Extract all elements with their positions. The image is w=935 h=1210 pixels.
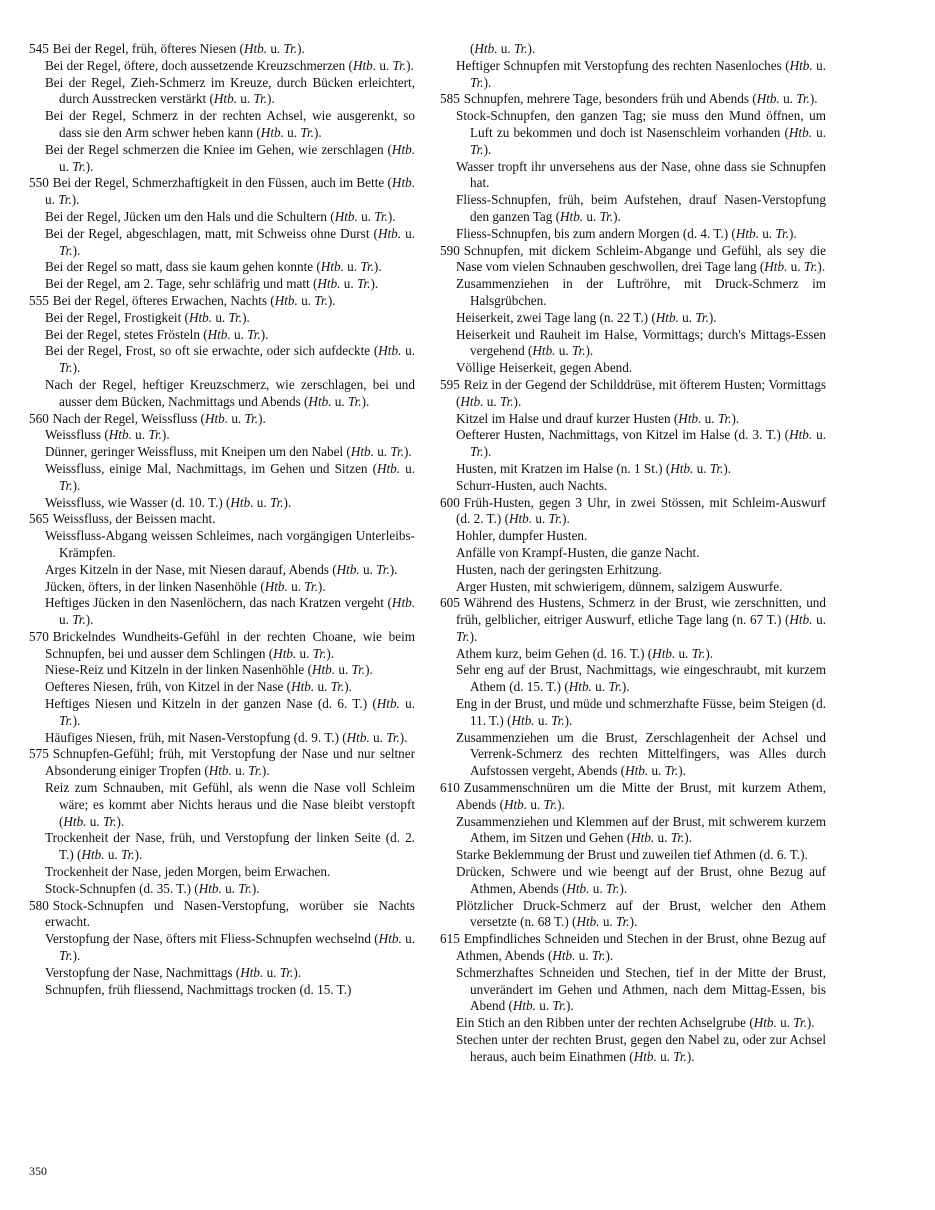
entry-number: 610 xyxy=(440,780,460,796)
symptom-entry: Heftiger Schnupfen mit Verstopfung des rechten Nasenloches (Htb. u. Tr.). xyxy=(456,57,826,90)
entry-number: 600 xyxy=(440,494,460,510)
symptom-entry: Schnupfen, früh fliessend, Nachmittags trocken (d. 15. T.) xyxy=(45,981,352,997)
symptom-entry: Bei der Regel, am 2. Tage, sehr schläfrig und matt (Htb. u. Tr.). xyxy=(45,276,379,292)
numbered-entry xyxy=(29,511,415,528)
symptom-entry: Heftiges Niesen und Kitzeln in der ganzen Nase (d. 6. T.) (Htb. u. Tr.). xyxy=(45,696,416,728)
symptom-entry: Zusammenziehen in der Luftröhre, mit Druck-Schmerz im Halsgrübchen. xyxy=(456,276,826,308)
entry-number: 545 xyxy=(29,41,49,56)
entry-text: Reiz in der Gegend der Schilddrüse, mit öfterem Husten; Vormittags (Htb. u. Tr.). xyxy=(456,376,826,409)
entry-text: Nach der Regel, Weissfluss (Htb. u. Tr.). xyxy=(52,410,266,426)
numbered-entry xyxy=(440,91,826,108)
entry-number: 615 xyxy=(440,931,460,947)
numbered-entry xyxy=(29,293,415,310)
symptom-entry: Weissfluss, einige Mal, Nachmittags, im Gehen und Sitzen (Htb. u. Tr.). xyxy=(45,460,416,493)
right-column xyxy=(440,41,826,1066)
symptom-entry: Husten, nach der geringsten Erhitzung. xyxy=(456,561,662,577)
numbered-entry xyxy=(440,595,826,645)
entry-number: 560 xyxy=(29,410,49,426)
symptom-entry: Bei der Regel, Jücken um den Hals und die Schultern (Htb. u. Tr.). xyxy=(45,208,396,224)
symptom-entry: Dünner, geringer Weissfluss, mit Kneipen um den Nabel (Htb. u. Tr.). xyxy=(45,444,412,460)
entry-text: Schnupfen-Gefühl; früh, mit Verstopfung der Nase und nur seltner Absonderung einiger Tropfen (Htb. u. Tr.). xyxy=(45,746,415,779)
symptom-entry: Heiserkeit und Rauheit im Halse, Vormittags; durch's Mittags-Essen vergehend (Htb. u. Tr.). xyxy=(456,326,826,359)
symptom-entry: Sehr eng auf der Brust, Nachmittags, wie eingeschraubt, mit kurzem Athem (d. 15. T.) (Htb. u. Tr.). xyxy=(456,662,826,695)
symptom-entry: Starke Beklemmung der Brust und zuweilen tief Athmen (d. 6. T.). xyxy=(456,847,808,863)
symptom-entry: Schmerzhaftes Schneiden und Stechen, tief in der Mitte der Brust, unverändert im Gehen und Athmen, nach dem Mittag-Essen, bis Abend (Htb. u. Tr.). xyxy=(456,964,826,1014)
symptom-entry: Bei der Regel, Frost, so oft sie erwachte, oder sich aufdeckte (Htb. u. Tr.). xyxy=(45,343,415,376)
numbered-entry xyxy=(29,175,415,209)
entry-number: 555 xyxy=(29,292,49,308)
entry-text: Früh-Husten, gegen 3 Uhr, in zwei Stössen, mit Schleim-Auswurf (d. 2. T.) (Htb. u. Tr.). xyxy=(456,494,826,527)
symptom-entry: Kitzel im Halse und drauf kurzer Husten (Htb. u. Tr.). xyxy=(456,410,740,426)
symptom-entry: Arges Kitzeln in der Nase, mit Niesen darauf, Abends (Htb. u. Tr.). xyxy=(45,561,398,577)
symptom-entry: Niese-Reiz und Kitzeln in der linken Nasenhöhle (Htb. u. Tr.). xyxy=(45,662,373,678)
entry-number: 595 xyxy=(440,376,460,392)
entry-number: 580 xyxy=(29,897,49,913)
symptom-entry: Bei der Regel so matt, dass sie kaum gehen konnte (Htb. u. Tr.). xyxy=(45,259,382,275)
entry-number: 575 xyxy=(29,746,49,762)
symptom-entry: Schurr-Husten, auch Nachts. xyxy=(456,477,608,493)
numbered-entry xyxy=(440,780,826,814)
numbered-entry xyxy=(440,377,826,411)
symptom-entry: Hohler, dumpfer Husten. xyxy=(456,528,588,544)
symptom-entry: Reiz zum Schnauben, mit Gefühl, als wenn die Nase voll Schleim wäre; es kommt aber Nichts heraus und die Nase bleibt verstopft (Htb. u. Tr.). xyxy=(45,780,415,829)
entry-text: Schnupfen, mehrere Tage, besonders früh und Abends (Htb. u. Tr.). xyxy=(463,91,818,107)
numbered-entry xyxy=(29,898,415,932)
entry-text: Während des Hustens, Schmerz in der Brust, wie zerschnitten, und früh, gelblicher, eitriger Auswurf, etliche Tage lang (n. 67 T.) (Htb. u. Tr.). xyxy=(456,595,826,644)
symptom-entry: Bei der Regel, stetes Frösteln (Htb. u. Tr.). xyxy=(45,326,269,342)
numbered-entry xyxy=(440,931,826,965)
numbered-entry xyxy=(29,411,415,428)
symptom-entry: Verstopfung der Nase, öfters mit Fliess-Schnupfen wechselnd (Htb. u. Tr.). xyxy=(45,931,415,964)
numbered-entry xyxy=(29,746,415,780)
entry-number: 565 xyxy=(29,511,49,527)
entry-text: Empfindliches Schneiden und Stechen in der Brust, ohne Bezug auf Athmen, Abends (Htb. u. Tr.). xyxy=(456,931,826,964)
entry-number: 585 xyxy=(440,91,460,107)
symptom-entry: Heftiges Jücken in den Nasenlöchern, das nach Kratzen vergeht (Htb. u. Tr.). xyxy=(45,595,415,628)
left-column xyxy=(29,41,415,998)
symptom-entry: Husten, mit Kratzen im Halse (n. 1 St.) (Htb. u. Tr.). xyxy=(456,460,732,476)
symptom-entry: Arger Husten, mit schwierigem, dünnem, salzigem Auswurfe. xyxy=(456,578,783,594)
symptom-entry: Bei der Regel schmerzen die Kniee im Gehen, wie zerschlagen (Htb. u. Tr.). xyxy=(45,141,415,174)
symptom-entry: Bei der Regel, öftere, doch aussetzende Kreuzschmerzen (Htb. u. Tr.). xyxy=(45,57,414,73)
symptom-entry: Bei der Regel, Schmerz in der rechten Achsel, wie ausgerenkt, so dass sie den Arm schwer heben kann (Htb. u. Tr.). xyxy=(45,108,415,140)
symptom-entry: Bei der Regel, Frostigkeit (Htb. u. Tr.). xyxy=(45,309,250,325)
symptom-entry: Trockenheit der Nase, früh, und Verstopfung der linken Seite (d. 2. T.) (Htb. u. Tr.). xyxy=(45,830,415,863)
entry-text: Bei der Regel, öfteres Erwachen, Nachts (Htb. u. Tr.). xyxy=(52,292,336,308)
entry-number: 590 xyxy=(440,242,460,258)
entry-number: 550 xyxy=(29,175,49,191)
symptom-entry: Völlige Heiserkeit, gegen Abend. xyxy=(456,360,633,376)
symptom-entry: Fliess-Schnupfen, früh, beim Aufstehen, drauf Nasen-Verstopfung den ganzen Tag (Htb. u. Tr.). xyxy=(456,192,826,224)
page-number: 350 xyxy=(29,1164,47,1178)
symptom-entry: Häufiges Niesen, früh, mit Nasen-Verstopfung (d. 9. T.) (Htb. u. Tr.). xyxy=(45,729,408,745)
entry-number: 570 xyxy=(29,628,49,644)
symptom-entry: Heiserkeit, zwei Tage lang (n. 22 T.) (Htb. u. Tr.). xyxy=(456,309,717,325)
symptom-entry: Wasser tropft ihr unversehens aus der Nase, ohne dass sie Schnupfen hat. xyxy=(456,158,826,191)
symptom-entry: Anfälle von Krampf-Husten, die ganze Nacht. xyxy=(456,544,700,560)
symptom-entry: Oefterer Husten, Nachmittags, von Kitzel im Halse (d. 3. T.) (Htb. u. Tr.). xyxy=(456,427,826,460)
symptom-entry: Stechen unter der rechten Brust, gegen den Nabel zu, oder zur Achsel heraus, auch beim Einathmen (Htb. u. Tr.). xyxy=(456,1032,826,1064)
entry-text: Stock-Schnupfen und Nasen-Verstopfung, worüber sie Nachts erwacht. xyxy=(45,897,415,930)
entry-text: Schnupfen, mit dickem Schleim-Abgange und Gefühl, als sey die Nase vom vielen Schnauben geschwollen, drei Tage lang (Htb. u. Tr.). xyxy=(456,242,826,275)
symptom-entry: Ein Stich an den Ribben unter der rechten Achselgrube (Htb. u. Tr.). xyxy=(456,1015,815,1031)
symptom-entry: Weissfluss, wie Wasser (d. 10. T.) (Htb. u. Tr.). xyxy=(45,494,292,510)
symptom-entry: Weissfluss-Abgang weissen Schleimes, nach vorgängigen Unterleibs-Krämpfen. xyxy=(45,528,415,560)
symptom-entry: Zusammenziehen um die Brust, Zerschlagenheit der Achsel und Verrenk-Schmerz des rechten Mittelfingers, was Alles durch Aufstossen vergeht, Abends (Htb. u. Tr.). xyxy=(456,729,826,779)
symptom-entry: Stock-Schnupfen (d. 35. T.) (Htb. u. Tr.). xyxy=(45,880,260,896)
symptom-entry: Eng in der Brust, und müde und schmerzhafte Füsse, beim Steigen (d. 11. T.) (Htb. u. Tr.). xyxy=(456,696,826,728)
symptom-entry: Athem kurz, beim Gehen (d. 16. T.) (Htb. u. Tr.). xyxy=(456,645,714,661)
entry-text: Bei der Regel, Schmerzhaftigkeit in den Füssen, auch im Bette (Htb. u. Tr.). xyxy=(45,175,415,208)
symptom-entry: Bei der Regel, abgeschlagen, matt, mit Schweiss ohne Durst (Htb. u. Tr.). xyxy=(45,225,415,258)
symptom-entry: Drücken, Schwere und wie beengt auf der Brust, ohne Bezug auf Athmen, Abends (Htb. u. Tr.). xyxy=(456,864,826,896)
symptom-entry: Oefteres Niesen, früh, von Kitzel in der Nase (Htb. u. Tr.). xyxy=(45,679,352,695)
symptom-entry: Weissfluss (Htb. u. Tr.). xyxy=(45,427,170,443)
symptom-entry: Bei der Regel, Zieh-Schmerz im Kreuze, durch Bücken erleichtert, durch Ausstrecken verstärkt (Htb. u. Tr.). xyxy=(45,74,415,107)
numbered-entry xyxy=(29,629,415,663)
symptom-entry: Stock-Schnupfen, den ganzen Tag; sie muss den Mund öffnen, um Luft zu bekommen und doch ist Nasenschleim vorhanden (Htb. u. Tr.). xyxy=(456,108,826,157)
entry-number: 605 xyxy=(440,595,460,611)
symptom-entry: Zusammenziehen und Klemmen auf der Brust, mit schwerem kurzem Athem, im Sitzen und Gehen (Htb. u. Tr.). xyxy=(456,813,826,846)
symptom-entry: Trockenheit der Nase, jeden Morgen, beim Erwachen. xyxy=(45,864,331,880)
symptom-entry: Jücken, öfters, in der linken Nasenhöhle (Htb. u. Tr.). xyxy=(45,578,326,594)
entry-text: Brickelndes Wundheits-Gefühl in der rechten Choane, wie beim Schnupfen, bei und ausser dem Schlingen (Htb. u. Tr.). xyxy=(45,628,415,661)
symptom-entry: Fliess-Schnupfen, bis zum andern Morgen (d. 4. T.) (Htb. u. Tr.). xyxy=(456,225,797,241)
numbered-entry xyxy=(440,243,826,277)
symptom-entry: Plötzlicher Druck-Schmerz auf der Brust, welcher den Athem versetzte (n. 68 T.) (Htb. u. Tr.). xyxy=(456,897,826,930)
numbered-entry xyxy=(29,41,415,58)
entry-text: Zusammenschnüren um die Mitte der Brust, mit kurzem Athem, Abends (Htb. u. Tr.). xyxy=(456,780,826,812)
entry-text: Bei der Regel, früh, öfteres Niesen (Htb. u. Tr.). xyxy=(52,41,305,56)
entry-text: Weissfluss, der Beissen macht. xyxy=(52,511,216,527)
numbered-entry xyxy=(440,495,826,529)
symptom-entry: Verstopfung der Nase, Nachmittags (Htb. u. Tr.). xyxy=(45,964,302,980)
entry-continuation: (Htb. u. Tr.). xyxy=(470,41,536,56)
symptom-entry: Nach der Regel, heftiger Kreuzschmerz, wie zerschlagen, bei und ausser dem Bücken, Nachmittags und Abends (Htb. u. Tr.). xyxy=(45,376,415,409)
